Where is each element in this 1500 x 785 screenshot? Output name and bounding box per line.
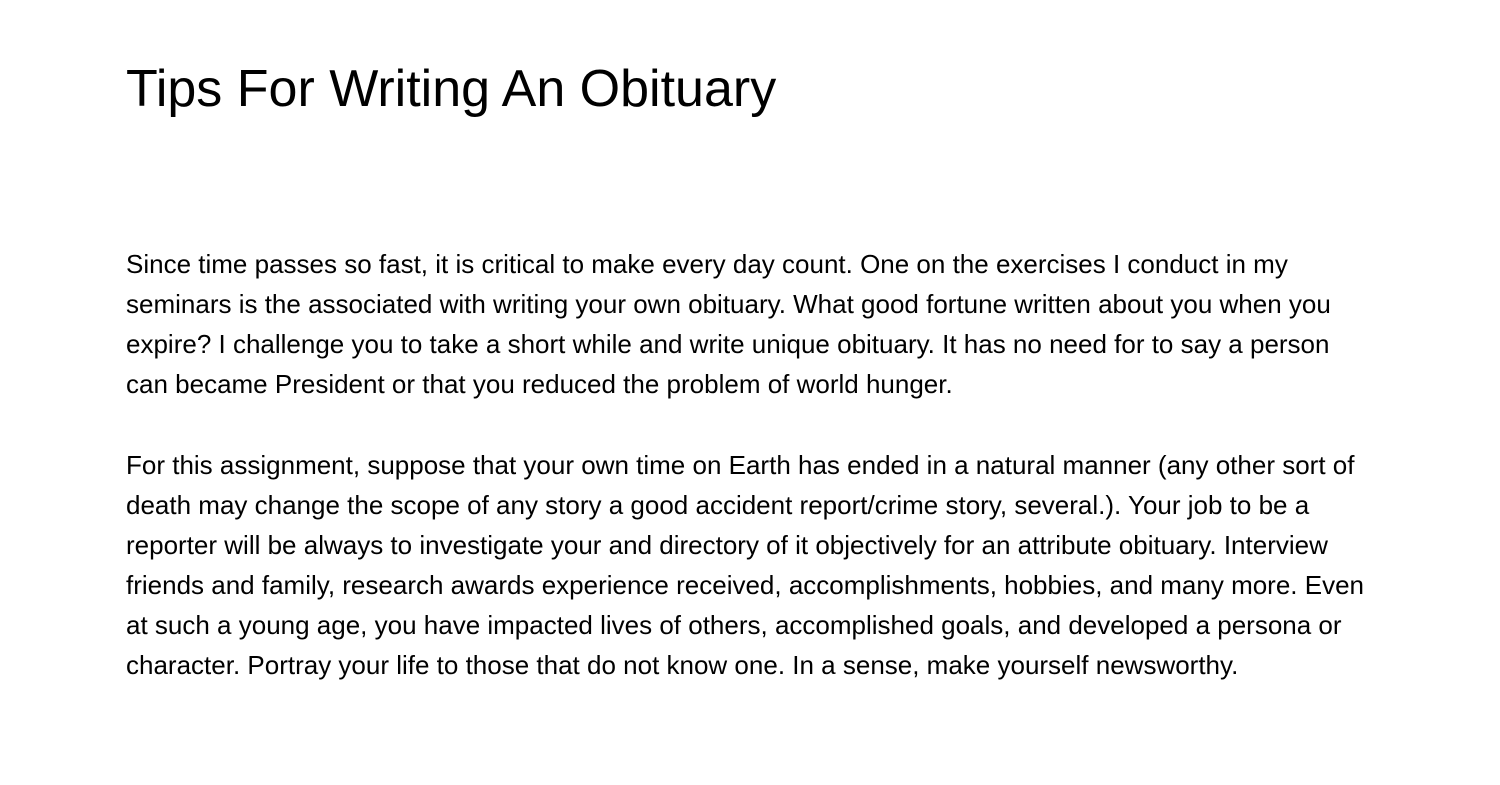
paragraph-assignment: For this assignment, suppose that your own time on Earth has ended in a natural manner (any other sort of death may change the scope of any story a good accident report/crime story, several.). Your job to be a reporter will be always to investigate your and directory of it objectively for an attribute obituary. Interview friends and family, research awards experience received, accomplishments, hobbies, and many more. Even at such a young age, you have impacted lives of others, accomplished goals, and developed a persona or character. Portray your life to those that do not know one. In a sense, make yourself newsworthy. [126, 449, 1365, 680]
paragraph-intro: Since time passes so fast, it is critical to make every day count. One on the exercises I conduct in my seminars is the associated with writing your own obituary. What good fortune written about you when you expire? I challenge you to take a short while and write unique obituary. It has no need for to say a person can became President or that you reduced the problem of world hunger. [126, 248, 1331, 399]
page-title: Tips For Writing An Obituary [126, 60, 777, 118]
